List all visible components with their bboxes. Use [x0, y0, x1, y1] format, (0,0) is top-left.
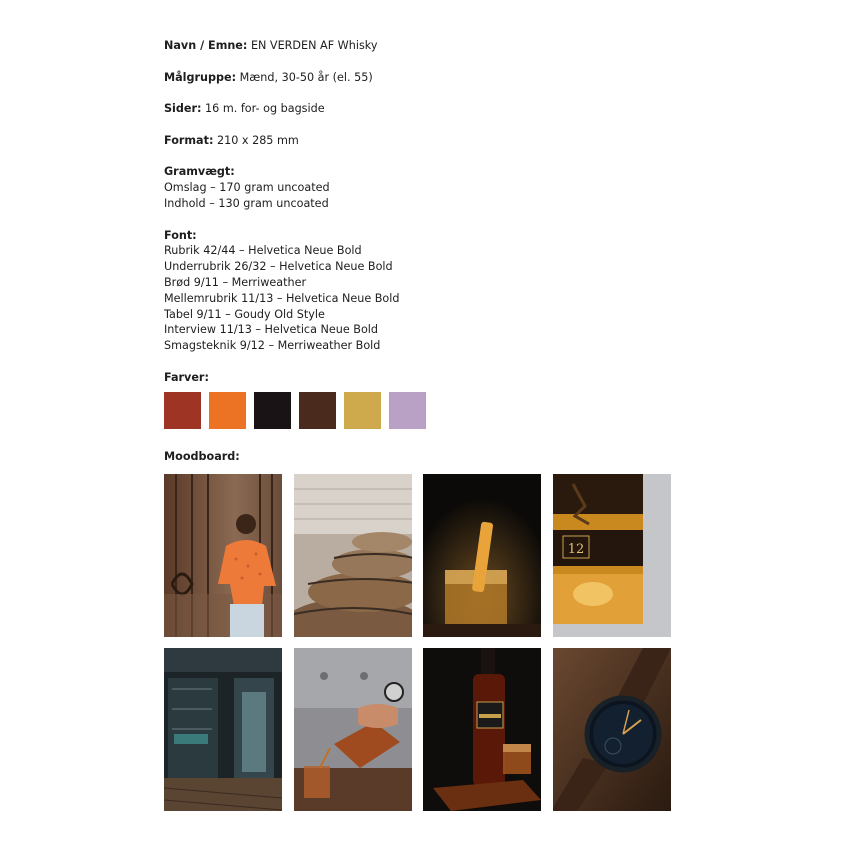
font-line: Underrubrik 26/32 – Helvetica Neue Bold [164, 260, 393, 274]
target-value: Mænd, 30-50 år (el. 55) [239, 70, 373, 84]
pages-row [164, 101, 684, 117]
font-line: Smagsteknik 9/12 – Merriweather Bold [164, 339, 381, 353]
weight-line: Indhold – 130 gram uncoated [164, 196, 329, 210]
whisky-glass-orange-peel-photo [423, 474, 541, 637]
color-swatch [299, 392, 336, 429]
moodboard-grid [164, 474, 671, 811]
color-swatches [164, 392, 684, 429]
man-orange-shirt-photo [164, 474, 282, 637]
font-line: Rubrik 42/44 – Helvetica Neue Bold [164, 244, 362, 258]
color-swatch [254, 392, 291, 429]
format-value: 210 x 285 mm [216, 133, 299, 147]
font-line: Brød 9/11 – Merriweather [164, 275, 307, 289]
pouring-whisky-hand-photo [294, 648, 412, 811]
font-label: Font: [164, 228, 197, 242]
colors-block [164, 370, 684, 429]
font-block [164, 228, 684, 354]
whisky-bottle-12-label-photo [553, 474, 671, 637]
font-line: Interview 11/13 – Helvetica Neue Bold [164, 323, 378, 337]
pages-value: 16 m. for- og bagside [205, 102, 325, 116]
color-swatch [344, 392, 381, 429]
svg-text:12: 12 [567, 542, 584, 557]
font-line: Mellemrubrik 11/13 – Helvetica Neue Bold [164, 291, 400, 305]
format-row [164, 133, 684, 149]
colors-label: Farver: [164, 370, 209, 384]
wristwatch-closeup-photo [553, 648, 671, 811]
pages-label: Sider: [164, 102, 202, 116]
spec-sheet [164, 38, 684, 476]
weight-label: Gramvægt: [164, 165, 235, 179]
dark-bar-interior-photo [164, 648, 282, 811]
format-label: Format: [164, 133, 214, 147]
johnnie-walker-bottle-glass-photo [423, 648, 541, 811]
whisky-barrels-cellar-photo [294, 474, 412, 637]
color-swatch [209, 392, 246, 429]
name-value: EN VERDEN AF Whisky [250, 39, 378, 52]
target-label: Målgruppe: [164, 70, 237, 84]
target-row [164, 70, 684, 86]
name-label: Navn / Emne: [164, 39, 248, 52]
name-row [164, 38, 684, 54]
weight-line: Omslag – 170 gram uncoated [164, 181, 330, 195]
color-swatch [164, 392, 201, 429]
moodboard-heading [164, 449, 684, 465]
moodboard-label: Moodboard: [164, 449, 240, 463]
font-line: Tabel 9/11 – Goudy Old Style [164, 307, 325, 321]
color-swatch [389, 392, 426, 429]
weight-block [164, 164, 684, 211]
